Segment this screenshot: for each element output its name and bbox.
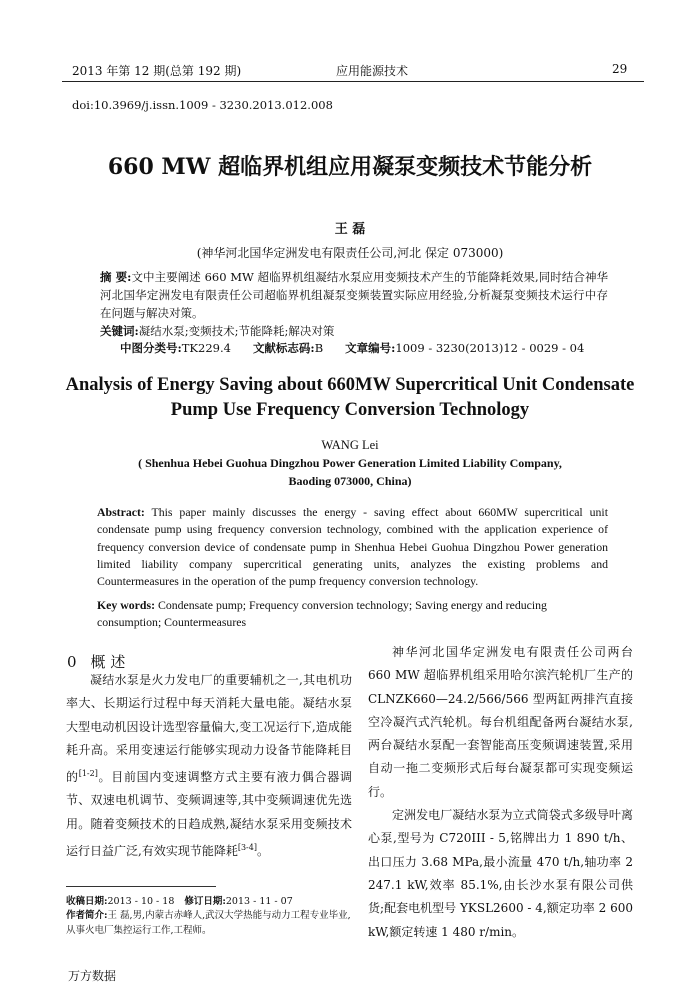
abstract-en-text: This paper mainly discusses the energy - saving effect about 660MW supercritical unit condensate pump using frequency conversion technology, combined with the application experience of frequency conversion device of condensate pump in Shenhua Hebei Guohua Dingzhou Power generation limited liability company supercritical generating units, analyzes the existing problems and Countermeasures in the operation of the pump frequency conversion technology.	[97, 505, 608, 589]
keywords-cn-label: 关键词:	[100, 324, 139, 338]
affiliation-en-line2: Baoding 073000, China)	[288, 474, 412, 488]
revised-date: 2013 - 11 - 07	[225, 896, 293, 907]
classification-line	[120, 340, 584, 356]
intro-text-2: 。目前国内变速调整方式主要有液力偶合器调节、双速电机调节、变频调速等,其中变频调速优先选用。随着变频技术的日趋成熟,凝结水泵采用变频技术运行日益广泛,有效实现节能降耗	[66, 770, 352, 859]
article-no-value: 1009 - 3230(2013)12 - 0029 - 04	[395, 341, 585, 355]
keywords-cn-text: 凝结水泵;变频技术;节能降耗;解决对策	[138, 324, 335, 338]
abstract-cn-label: 摘 要:	[100, 270, 132, 284]
citation-3-4: [3-4]	[237, 843, 257, 853]
intro-text-1: 凝结水泵是火力发电厂的重要辅机之一,其电机功率大、长期运行过程中每天消耗大量电能。凝结水泵大型电动机因设计选型容量偏大,变工况运行下,造成能耗升高。采用变速运行能够实现动力设备节能降耗目的	[66, 673, 352, 785]
received-date: 2013 - 10 - 18	[107, 896, 175, 907]
abstract-en	[97, 504, 608, 590]
abstract-en-label: Abstract:	[97, 505, 145, 519]
keywords-en	[97, 597, 608, 632]
revised-label: 修订日期:	[184, 896, 226, 907]
clc-label: 中图分类号:	[120, 341, 182, 355]
right-column	[368, 641, 633, 944]
header-journal: 应用能源技术	[336, 64, 409, 78]
title-en-line1: Analysis of Energy Saving about 660MW Supercritical Unit Condensate	[65, 375, 635, 395]
author-en: WANG Lei	[321, 438, 379, 452]
bio-text: 王 磊,男,内蒙古赤峰人,武汉大学热能与动力工程专业毕业,从事火电厂集控运行工作,工程师。	[66, 910, 351, 936]
header-page-number: 29	[612, 62, 628, 76]
section-title: 概 述	[90, 653, 126, 671]
source-footer: 万方数据	[68, 969, 117, 983]
doi: doi:10.3969/j.issn.1009 - 3230.2013.012.008	[72, 98, 333, 112]
doc-code-value: B	[314, 341, 324, 355]
author-cn: 王 磊	[334, 222, 366, 237]
pump-paragraph: 定洲发电厂凝结水泵为立式筒袋式多级导叶离心泵,型号为 C720III - 5,铭牌出力 1 890 t/h、出口压力 3.68 MPa,最小流量 470 t/h,轴功率 2 247.1 kW,效率 85.1%,由长沙水泵有限公司供货;配套电机型号 YKSL2600 - 4,额定功率 2 600 kW,额定转速 1 480 r/min。	[368, 808, 633, 939]
article-no-label: 文章编号:	[345, 341, 396, 355]
abstract-cn	[100, 268, 608, 322]
title-cn: 660 MW 超临界机组应用凝泵变频技术节能分析	[107, 154, 593, 180]
affiliation-cn: (神华河北国华定洲发电有限责任公司,河北 保定 073000)	[196, 246, 504, 260]
left-column	[66, 669, 352, 863]
received-label: 收稿日期:	[66, 896, 108, 907]
header-issue: 2013 年第 12 期(总第 192 期)	[72, 64, 242, 78]
section-number: 0	[67, 653, 77, 671]
affiliation-en-line1: ( Shenhua Hebei Guohua Dingzhou Power Generation Limited Liability Company,	[138, 456, 562, 470]
footnote	[66, 895, 351, 938]
citation-1-2: [1-2]	[78, 769, 98, 779]
bio-label: 作者简介:	[66, 910, 108, 922]
abstract-cn-text: 文中主要阐述 660 MW 超临界机组凝结水泵应用变频技术产生的节能降耗效果,同时结合神华河北国华定洲发电有限责任公司超临界机组凝泵变频装置实际应用经验,分析凝泵变频技术运行中存在问题与解决对策。	[100, 270, 608, 320]
keywords-en-label: Key words:	[97, 598, 155, 612]
title-en-line2: Pump Use Frequency Conversion Technology	[170, 400, 530, 420]
keywords-cn	[100, 322, 608, 340]
intro-paragraph	[66, 669, 352, 863]
plant-paragraph: 神华河北国华定洲发电有限责任公司两台 660 MW 超临界机组采用哈尔滨汽轮机厂生产的 CLNZK660—24.2/566/566 型两缸两排汽直接空冷凝汽式汽轮机。每台机组配备两台凝结水泵,两台凝结水泵配一套智能高压变频调速装置,采用自动一拖二变频形式后每台凝泵都可实现变频运行。	[368, 645, 633, 799]
keywords-en-text: Condensate pump; Frequency conversion technology; Saving energy and reducing consumption; Countermeasures	[97, 598, 547, 630]
footnote-dates	[66, 895, 351, 909]
intro-text-3: 。	[256, 844, 269, 859]
clc-value: TK229.4	[181, 341, 231, 355]
header-rule	[62, 81, 644, 82]
footnote-rule	[66, 886, 216, 887]
footnote-bio	[66, 909, 351, 938]
doc-code-label: 文献标志码:	[252, 341, 315, 355]
